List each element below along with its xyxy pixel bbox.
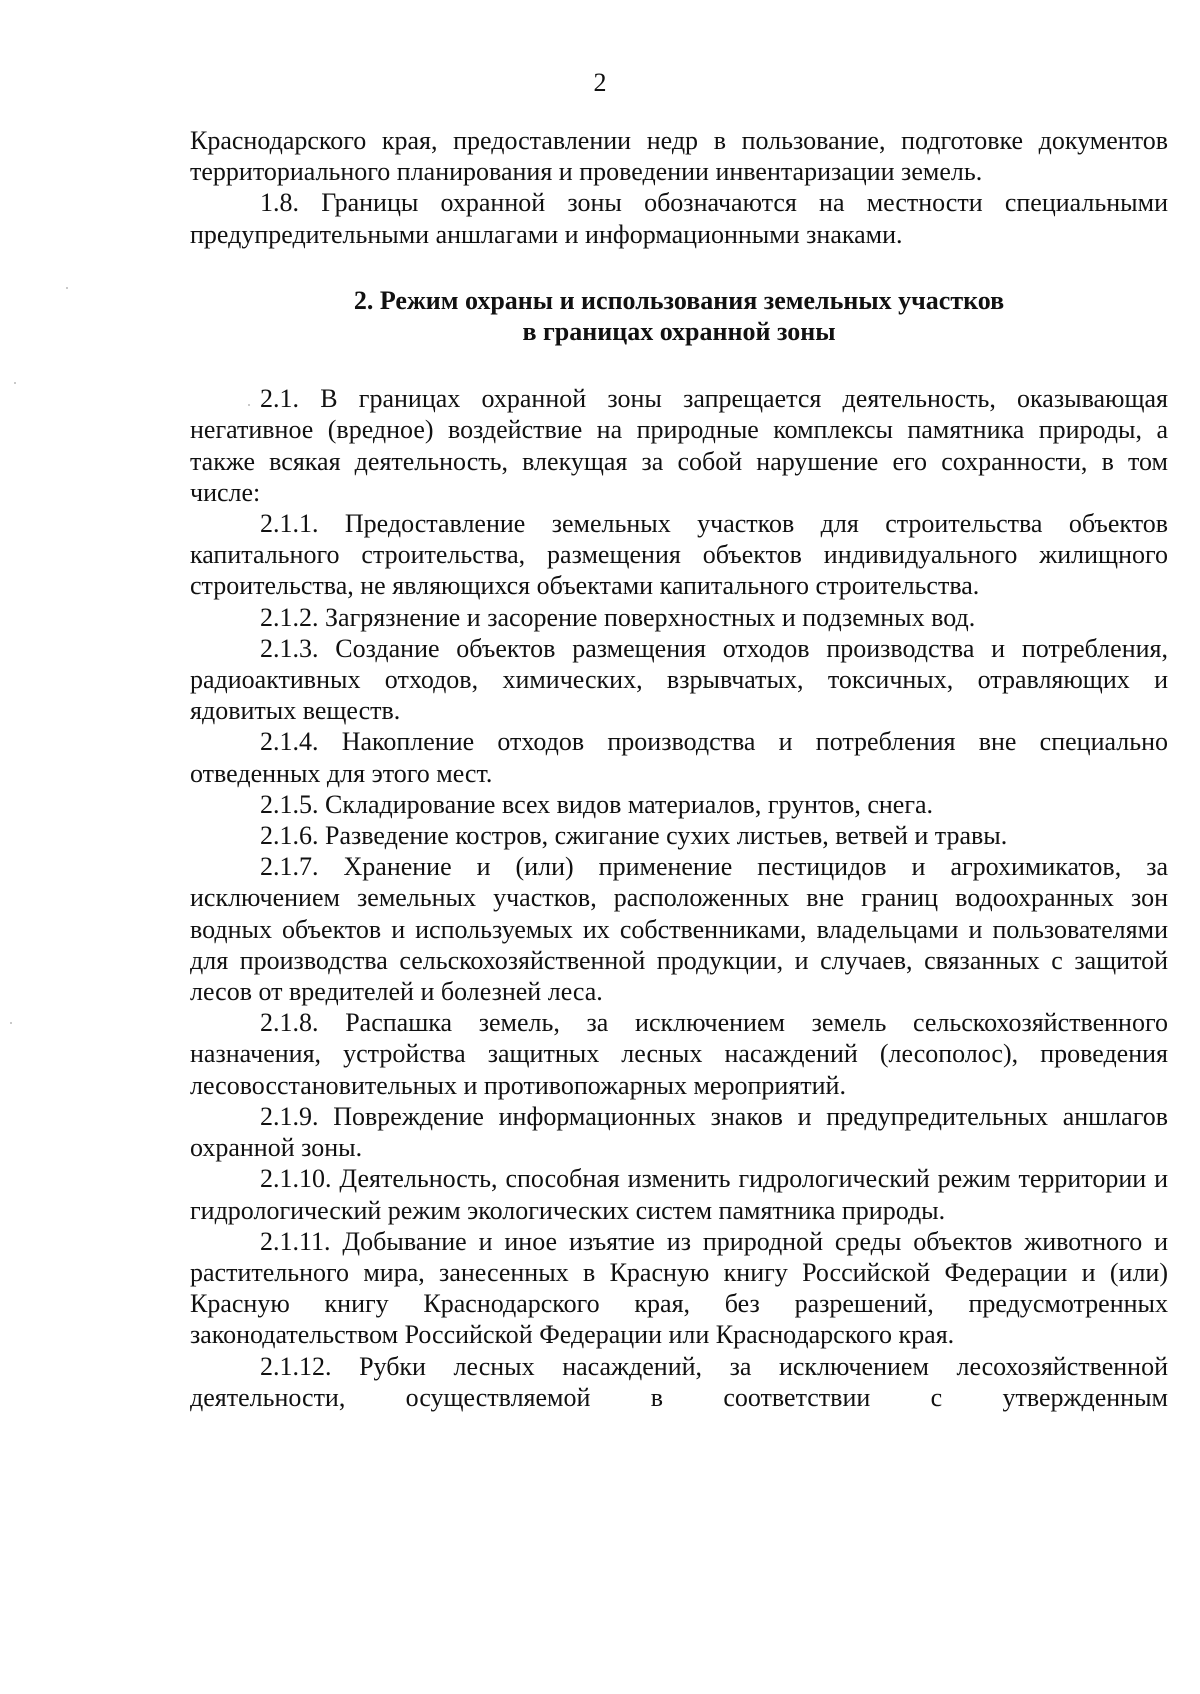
paragraph-2-1-8: 2.1.8. Распашка земель, за исключением земель сельскохозяйственного назначения, устройства защитных лесных насаждений (лесополос), проведения лесовосстановительных и противопожарных мероприятий. [190,1008,1168,1100]
paragraph-continued: Краснодарского края, предоставлении недр в пользование, подготовке документов территориального планирования и проведении инвентаризации земель. [190,126,1168,187]
paragraph-2-1-11: 2.1.11. Добывание и иное изъятие из природной среды объектов животного и растительного мира, занесенных в Красную книгу Российской Федерации и (или) Красную книгу Краснодарского края, без разрешений, предусмотренных законодательством Российской Федерации или Краснодарского края. [190,1226,1168,1350]
paragraph-2-1: 2.1. В границах охранной зоны запрещается деятельность, оказывающая негативное (вредное) воздействие на природные комплексы памятника природы, а также всякая деятельность, влекущая за собой нарушение его сохранности, в том числе: [190,384,1168,507]
paragraph-2-1-2: 2.1.2. Загрязнение и засорение поверхностных и подземных вод. [260,602,976,632]
paragraph-2-1-5: 2.1.5. Складирование всех видов материалов, грунтов, снега. [260,789,934,819]
document-body [190,125,1168,1413]
paragraph-2-1-6: 2.1.6. Разведение костров, сжигание сухих листьев, ветвей и травы. [260,821,1008,851]
paragraph-2-1-3: 2.1.3. Создание объектов размещения отходов производства и потребления, радиоактивных отходов, химических, взрывчатых, токсичных, отравляющих и ядовитых веществ. [190,633,1168,726]
section-heading-line-2: в границах охранной зоны [522,317,836,347]
paragraph-2-1-10: 2.1.10. Деятельность, способная изменить гидрологический режим территории и гидрологический режим экологических систем памятника природы. [190,1164,1168,1225]
scan-speck [10,1022,12,1024]
page-number: 2 [593,68,607,97]
paragraph-2-1-9: 2.1.9. Повреждение информационных знаков и предупредительных аншлагов охранной зоны. [190,1101,1168,1163]
paragraph-2-1-4: 2.1.4. Накопление отходов производства и потребления вне специально отведенных для этого мест. [190,727,1168,788]
paragraph-1-8: 1.8. Границы охранной зоны обозначаются на местности специальными предупредительными аншлагами и информационными знаками. [190,188,1168,249]
section-heading-line-1: 2. Режим охраны и использования земельных участков [353,285,1005,315]
scan-speck [14,382,16,384]
paragraph-2-1-1: 2.1.1. Предоставление земельных участков для строительства объектов капитального строительства, размещения объектов индивидуального жилищного строительства, не являющихся объектами капитального строительства. [190,509,1168,601]
paragraph-2-1-12: 2.1.12. Рубки лесных насаждений, за исключением лесохозяйственной деятельности, осуществляемой в соответствии с утвержденным [190,1351,1168,1412]
paragraph-2-1-7: 2.1.7. Хранение и (или) применение пестицидов и агрохимикатов, за исключением земельных участков, расположенных вне границ водоохранных зон водных объектов и используемых их собственниками, владельцами и пользователями для производства сельскохозяйственной продукции, и случаев, связанных с защитой лесов от вредителей и болезней леса. [190,852,1168,1007]
scan-speck [66,287,68,289]
section-heading [190,285,1168,347]
